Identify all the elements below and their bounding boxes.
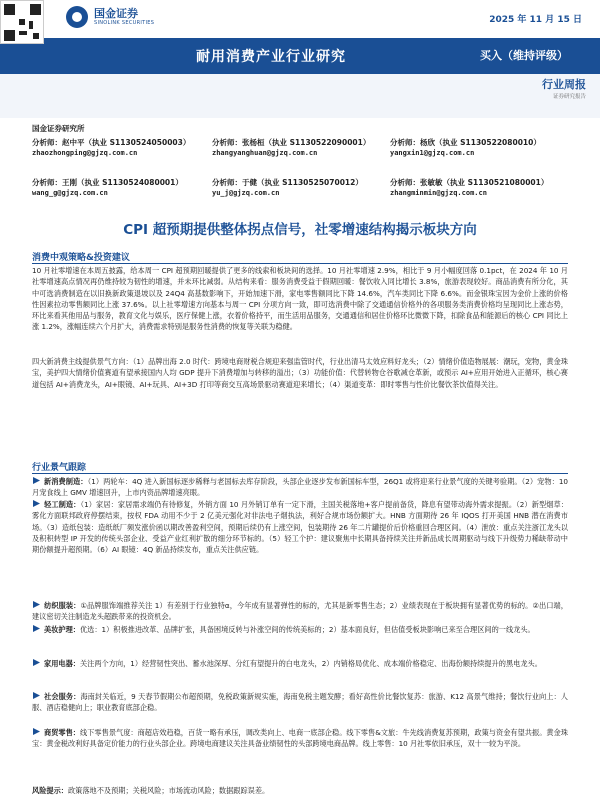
analyst-card bbox=[32, 137, 190, 159]
risk-text: 政策落地不及预期；关税风险；市场流动风险；数据跟踪误差。 bbox=[67, 786, 270, 795]
item-text: （1）两轮车：4Q 进入新国标逐步稀释与老国标去库存阶段，头部企业逐步发布新国标车型，26Q1 或将迎来行业景气度的关键考验期。（2）宠物：10 月宠食线上 GMV 增速回升，上市内资品牌增速亮眼。 bbox=[32, 477, 568, 498]
list-item bbox=[32, 476, 568, 499]
analyst-card bbox=[212, 137, 370, 159]
report-headline: CPI 超预期提供整体拐点信号，社零增速结构揭示板块方向 bbox=[123, 222, 477, 238]
logo-icon bbox=[66, 6, 88, 28]
list-item bbox=[32, 658, 568, 669]
analyst-email[interactable]: zhaozhongping@gjzq.com.cn bbox=[32, 149, 138, 157]
list-item bbox=[32, 499, 568, 555]
subtitle-band bbox=[0, 74, 600, 118]
analyst-name: 分析师：张敏敏（执业 S1130521080001） bbox=[390, 178, 549, 187]
bullet-icon bbox=[32, 624, 41, 633]
company-logo bbox=[66, 6, 154, 28]
analyst-email[interactable]: yangxin1@gjzq.com.cn bbox=[390, 149, 475, 157]
bullet-icon bbox=[32, 499, 41, 508]
risk-notice bbox=[32, 786, 269, 796]
section-title-strategy: 消费中观策略&投资建议 bbox=[32, 253, 130, 263]
analyst-name: 分析师：王刚（执业 S1130524080001） bbox=[32, 178, 183, 187]
item-label: 新消费制造： bbox=[44, 477, 88, 486]
item-text: （1）家居：家居需求端仍有待修复，外销方面 10 月外销订单有一定下滑，主国关税落地+客户提前备货，降息有望带动海外需求提振。（2）新型烟草：雾化方面联邦政府停摆结束，按权 FDA 动用不少于 2 亿美元强化对非法电子烟执法，利好合规市场份额扩大。HNB 方面期待 26 年 IQOS 打开美国 HNB 潜在消费市场。（3）造纸包装：造纸纸厂频发涨价函以期改善盈利空间，预期后续仍有上涨空间，包装期待 26 年二片罐提价后价格重回合理区间。（4）泄放：重点关注浙江龙头以及积积转型 IP 开发的传统头部企业、受益产业红利扩散的细分环节标的。（5）轻工个护：建议聚焦中长期具备持续关注并新品成长周期驱动与线下升级势力稀缺带动中期份额提升超预期。（6）AI 眼镜：4Q 新品持续发布，重点关注供应链。 bbox=[32, 500, 568, 555]
list-item bbox=[32, 727, 568, 750]
qr-code-icon bbox=[0, 0, 44, 44]
institute-name: 国金证券研究所 bbox=[32, 124, 85, 133]
list-item bbox=[32, 624, 568, 635]
bullet-icon bbox=[32, 691, 41, 700]
bullet-icon bbox=[32, 727, 41, 736]
analyst-card bbox=[390, 177, 548, 199]
risk-label: 风险提示： bbox=[32, 786, 68, 795]
item-label: 轻工制造： bbox=[44, 500, 81, 509]
analyst-email[interactable]: zhangminmin@gjzq.com.cn bbox=[390, 189, 487, 197]
analyst-email[interactable]: yu_j@gjzq.com.cn bbox=[212, 189, 280, 197]
item-text: 线下零售景气度：商超店效趋稳，百货一略有承压，调改类向上、电商一底部企稳。线下零售&文旅：牛先线消费复苏预期，政策与资金有望共振。黄金珠宝：黄金税改利好具备定价能力的行业头部企业。跨境电商建议关注具备业绩韧性的头部跨境电商品牌。线上零售：10 月社零依旧承压，双十一较为平淡。 bbox=[32, 728, 568, 749]
item-label: 家用电器： bbox=[44, 659, 80, 668]
list-item bbox=[32, 691, 568, 714]
item-text: 关注两个方向，1）经营韧性突出、蓄水池深厚、分红有望提升的白电龙头，2）内销格局优化、成本端价格稳定、出海份额持续提升的黑电龙头。 bbox=[79, 659, 542, 668]
analyst-name: 分析师：于健（执业 S1130525070012） bbox=[212, 178, 363, 187]
report-type: 行业周报 bbox=[542, 78, 586, 91]
item-label: 社会服务： bbox=[44, 692, 81, 701]
analyst-name: 分析师：赵中平（执业 S1130524050003） bbox=[32, 138, 191, 147]
section-title-tracking: 行业景气跟踪 bbox=[32, 463, 87, 473]
item-label: 商贸零售： bbox=[44, 728, 81, 737]
report-category: 证券研究报告 bbox=[552, 94, 586, 100]
bullet-icon bbox=[32, 600, 41, 609]
item-text: 优选：1）积极推进改革、品牌扩张，具备困境反转与补涨空间的传统美标的；2）基本面良好，但估值受板块影响已来至合理区间的一线龙头。 bbox=[79, 625, 535, 634]
bullet-icon bbox=[32, 476, 41, 485]
strategy-paragraph: 10 月社零增速在本周五披露，给本周一 CPI 超预期回暖提供了更多的线索和板块间的选择。10 月社零增速 2.9%，相比于 9 月小幅度回落 0.1pct，在 2024 年 10 月社零增速高点情况再仍维持较为韧性的增速，并未环比减弱。从结构来看：服务消费受益于假期回暖：餐饮收入同比增长 3.8%，旅游表现较好。商品消费有所分化，其中可选消费制造在以旧换新政策退坡以及 24Q4 高基数影响下，开始加速下滑，家电零售额同比下降 14.6%，汽车类同比下降 6.6%。而金银珠宝因为金价上涨的价格性因素拉动零售额同比上涨 37.6%。以上社零增速方向基本与周一 CPI 分项方向一致，即可选消费中除了交通通信价格外的各项服务类消费价格均呈现同比上涨态势，环比来看其他用品与服务，教育文化与娱乐，医疗保健上涨，衣着价格持平，而生活用品服务，交通通信和居住价格环比微微下降，扣除食品和能源后的核心 CPI 同比上涨 1.2%，涨幅连续六个月扩大，消费需求特别是服务性消费的恢复等关联为稳健。 bbox=[32, 266, 568, 332]
bullet-icon bbox=[32, 658, 41, 667]
analyst-email[interactable]: wang_g@gjzq.com.cn bbox=[32, 189, 108, 197]
strategy-paragraph: 四大新消费主线提供景气方向：（1）品牌出海 2.0 时代：跨境电商财税合规迎来强监管时代，行业出清马太效应料好龙头；（2）情绪价值造物展展：潮玩，宠物，黄金珠宝，美护四大情绪价值赛道有望承接国内人均 GDP 提升下消费增加与转移的溢出；（3）功能价值：代替转物仓谷歌减仓革新，或预示 AI+应用开始进入正循环，核心赛道包括 AI+消费龙头，AI+眼镜、AI+玩具、AI+3D 打印等商交互高场景驱动赛道迎来增长；（4）渠道变革：即时零售与性价比餐饮茶饮值得关注。 bbox=[32, 357, 568, 389]
logo-name: 国金证券 bbox=[94, 7, 138, 20]
report-title: 耐用消费产业行业研究 bbox=[196, 49, 346, 65]
analyst-email[interactable]: zhangyanghuan@gjzq.com.cn bbox=[212, 149, 318, 157]
item-text: 海南封关临近，9 天春节假期公布超预期，免税政策新规实施，海南免税主题发酵；看好高性价比餐饮复苏：旅游、K12 高景气维持；餐饮行业向上：人服、酒店稳健向上；职业教育底部企稳。 bbox=[32, 692, 568, 713]
item-label: 美妆护理： bbox=[44, 625, 80, 634]
analyst-card bbox=[212, 177, 363, 199]
analyst-name: 分析师：杨欣（执业 S1130522080010） bbox=[390, 138, 541, 147]
analyst-card bbox=[32, 177, 183, 199]
analyst-card bbox=[390, 137, 541, 159]
item-label: 纺织服装： bbox=[44, 601, 81, 610]
logo-english: SINOLINK SECURITIES bbox=[94, 20, 155, 26]
section-divider bbox=[32, 263, 568, 264]
rating-badge: 买入（维持评级） bbox=[480, 49, 568, 62]
item-text: ①品牌服饰端推荐关注 1）有差别于行业独特α，今年成有显著弹性的标的，尤其是新零售生态；2）业绩表现在于板块拥有显著优势的标的。②出口端，建议密切关注制造龙头超跌带来的投资机会。 bbox=[32, 601, 568, 622]
report-date: 2025 年 11 月 15 日 bbox=[489, 15, 582, 25]
section-divider bbox=[32, 473, 568, 474]
list-item bbox=[32, 600, 568, 623]
analyst-name: 分析师：张杨桓（执业 S1130522090001） bbox=[212, 138, 371, 147]
